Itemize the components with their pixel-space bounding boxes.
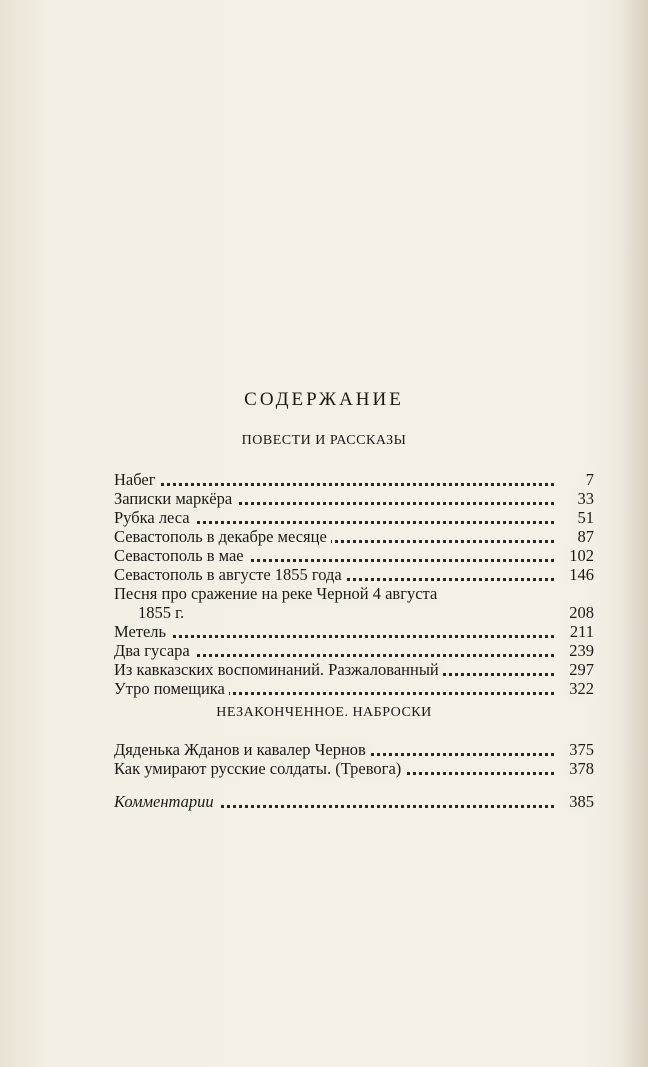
toc-entry[interactable]: Метель 211 [114, 622, 594, 641]
toc-entry[interactable]: Дяденька Жданов и кавалер Чернов 375 [114, 740, 594, 759]
toc-section-comments [114, 792, 594, 811]
toc-entry[interactable]: Рубка леса 51 [114, 508, 594, 527]
toc-entry[interactable]: Набег 7 [114, 470, 594, 489]
toc-entry[interactable]: Севастополь в мае 102 [114, 546, 594, 565]
toc-section-unfinished [114, 740, 594, 778]
section-heading-stories: ПОВЕСТИ И РАССКАЗЫ [241, 433, 407, 448]
toc-entry[interactable]: Записки маркёра 33 [114, 489, 594, 508]
toc-entry[interactable]: Как умирают русские солдаты. (Тревога) 378 [114, 759, 594, 778]
toc-entry-comments[interactable]: Комментарии 385 [114, 792, 594, 811]
toc-entry[interactable]: Утро помещика 322 [114, 679, 594, 698]
toc-entry[interactable]: Два гусара 239 [114, 641, 594, 660]
toc-entry[interactable]: Севастополь в августе 1855 года 146 [114, 565, 594, 584]
toc-entry[interactable]: Песня про сражение на реке Черной 4 августа [114, 584, 594, 603]
contents-title: СОДЕРЖАНИЕ [244, 389, 404, 410]
toc-entry[interactable]: Севастополь в декабре месяце 87 [114, 527, 594, 546]
page-shadow [618, 0, 648, 1067]
section-heading-unfinished: НЕЗАКОНЧЕННОЕ. НАБРОСКИ [216, 705, 432, 720]
toc-section-stories [114, 470, 594, 698]
toc-entry[interactable]: Из кавказских воспоминаний. Разжалованный 297 [114, 660, 594, 679]
toc-entry-continuation[interactable]: 1855 г. 208 [138, 603, 594, 622]
